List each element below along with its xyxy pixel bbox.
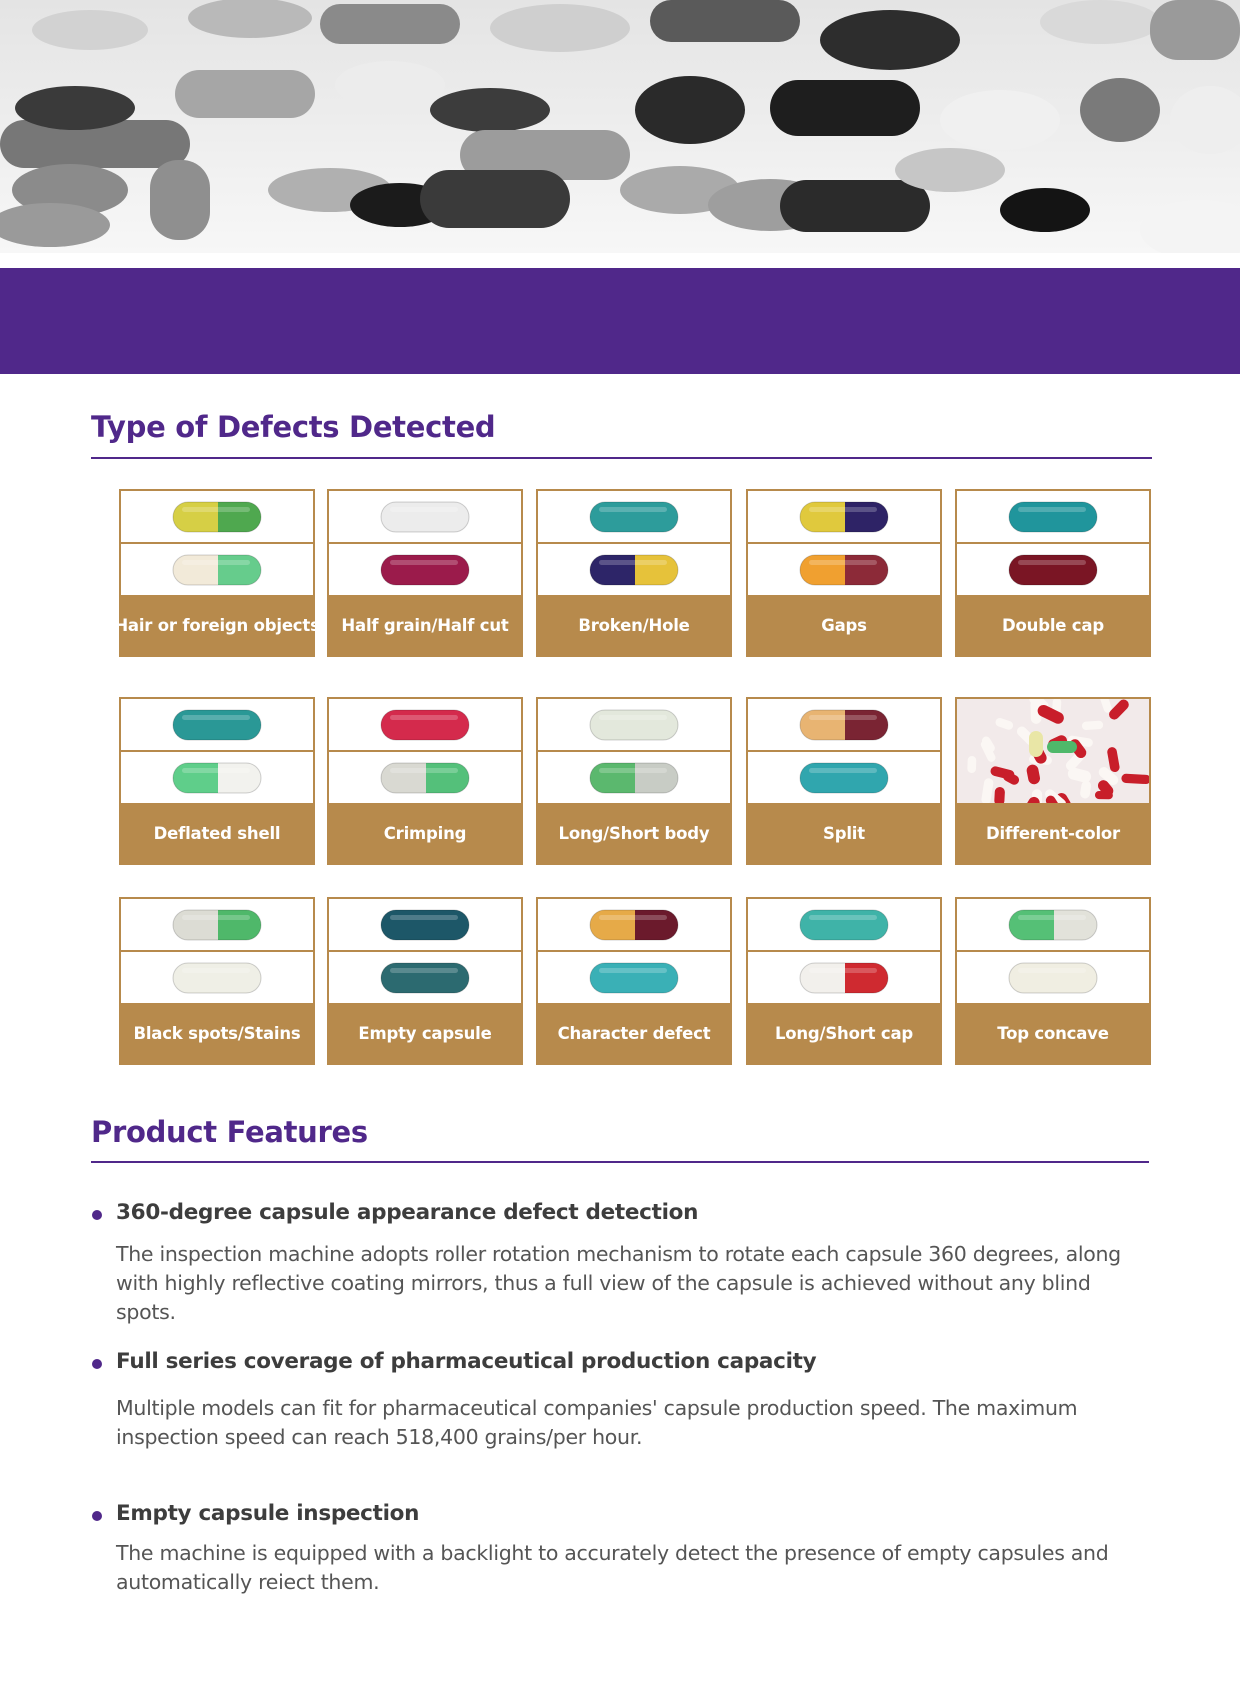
defect-card	[119, 897, 315, 1065]
capsule-sample-icon	[799, 554, 889, 586]
defect-sample-top	[538, 899, 730, 952]
bullet-dot-icon	[92, 1511, 102, 1521]
capsule-sample-icon	[172, 762, 262, 794]
defect-sample-top	[748, 899, 940, 952]
defect-label: Empty capsule	[329, 1003, 521, 1063]
features-section-title: Product Features	[91, 1115, 368, 1149]
bullet-dot-icon	[92, 1210, 102, 1220]
defect-sample-bottom	[329, 544, 521, 595]
defect-label: Deflated shell	[121, 803, 313, 863]
capsule-sample-icon	[589, 762, 679, 794]
defect-sample-bottom	[329, 752, 521, 803]
capsule-sample-icon	[172, 909, 262, 941]
feature-description: The inspection machine adopts roller rotation mechanism to rotate each capsule 360 degrees, along with highly reflective coating mirrors, thus a full view of the capsule is achieved without any blind spots.	[116, 1242, 1121, 1324]
defect-sample-bottom	[538, 752, 730, 803]
defect-sample-bottom	[957, 544, 1149, 595]
capsule-sample-icon	[172, 501, 262, 533]
header-band	[0, 268, 1240, 374]
capsule-sample-icon	[589, 501, 679, 533]
feature-title: 360-degree capsule appearance defect detection	[116, 1200, 699, 1225]
defect-sample-top	[329, 899, 521, 952]
capsule-sample-icon	[380, 962, 470, 994]
defect-sample-bottom	[121, 544, 313, 595]
capsule-sample-icon	[799, 962, 889, 994]
defect-label: Black spots/Stains	[121, 1003, 313, 1063]
capsule-sample-icon	[172, 554, 262, 586]
defect-sample-bottom	[748, 752, 940, 803]
defect-card	[746, 897, 942, 1065]
bullet-dot-icon	[92, 1359, 102, 1369]
capsule-sample-icon	[589, 709, 679, 741]
defect-sample-top	[957, 899, 1149, 952]
capsule-sample-icon	[1008, 554, 1098, 586]
defect-card	[536, 489, 732, 657]
feature-description: Multiple models can fit for pharmaceutical companies' capsule production speed. The maximum inspection speed can reach 518,400 grains/per hour.	[116, 1396, 1078, 1449]
defect-card	[327, 489, 523, 657]
defect-label: Different-color	[957, 803, 1149, 863]
defect-sample-bottom	[957, 952, 1149, 1003]
feature-title: Full series coverage of pharmaceutical production capacity	[116, 1349, 817, 1374]
capsule-sample-icon	[380, 709, 470, 741]
defect-sample-bottom	[121, 752, 313, 803]
defect-label: Gaps	[748, 595, 940, 655]
defect-card	[119, 697, 315, 865]
capsule-sample-icon	[380, 909, 470, 941]
defect-sample-top	[957, 491, 1149, 544]
defects-section-title: Type of Defects Detected	[91, 410, 496, 444]
defect-sample-top	[121, 491, 313, 544]
defect-card	[114, 489, 320, 657]
capsule-sample-icon	[799, 762, 889, 794]
capsule-sample-icon	[589, 909, 679, 941]
capsule-sample-icon	[172, 962, 262, 994]
defect-card	[327, 697, 523, 865]
defect-sample-bottom	[121, 952, 313, 1003]
defect-card	[327, 897, 523, 1065]
defect-card	[955, 697, 1151, 865]
defect-sample-top	[121, 699, 313, 752]
defect-sample-top	[748, 699, 940, 752]
capsule-sample-icon	[1008, 909, 1098, 941]
feature-title: Empty capsule inspection	[116, 1501, 420, 1526]
defect-sample-bottom	[538, 952, 730, 1003]
defects-title-underline	[91, 457, 1152, 459]
defect-card	[536, 897, 732, 1065]
defect-label: Crimping	[329, 803, 521, 863]
defect-photo	[957, 699, 1149, 803]
defect-sample-bottom	[329, 952, 521, 1003]
defect-label: Long/Short body	[538, 803, 730, 863]
features-title-underline	[91, 1161, 1149, 1163]
defect-card	[746, 489, 942, 657]
defect-sample-top	[538, 491, 730, 544]
capsule-sample-icon	[380, 554, 470, 586]
defect-label: Hair or foreign objects	[121, 595, 313, 655]
defect-card	[955, 897, 1151, 1065]
defect-label: Double cap	[957, 595, 1149, 655]
hero-pills-image	[0, 0, 1240, 253]
pills-illustration	[0, 0, 1240, 253]
defect-card	[536, 697, 732, 865]
mixed-capsules-photo	[957, 699, 1149, 803]
defect-sample-bottom	[538, 544, 730, 595]
defect-label: Broken/Hole	[538, 595, 730, 655]
capsule-sample-icon	[380, 501, 470, 533]
defect-label: Long/Short cap	[748, 1003, 940, 1063]
capsule-sample-icon	[380, 762, 470, 794]
defect-sample-top	[121, 899, 313, 952]
capsule-sample-icon	[1008, 501, 1098, 533]
defect-sample-top	[329, 491, 521, 544]
capsule-sample-icon	[1008, 962, 1098, 994]
capsule-sample-icon	[799, 501, 889, 533]
defect-sample-bottom	[748, 952, 940, 1003]
defect-sample-top	[329, 699, 521, 752]
defect-label: Half grain/Half cut	[329, 595, 521, 655]
capsule-sample-icon	[589, 554, 679, 586]
feature-description: The machine is equipped with a backlight to accurately detect the presence of empty capsules and automatically reiect them.	[116, 1541, 1109, 1594]
defect-card	[955, 489, 1151, 657]
defect-label: Character defect	[538, 1003, 730, 1063]
capsule-sample-icon	[172, 709, 262, 741]
capsule-sample-icon	[799, 909, 889, 941]
defect-card	[746, 697, 942, 865]
capsule-sample-icon	[799, 709, 889, 741]
defect-sample-top	[748, 491, 940, 544]
defect-label: Top concave	[957, 1003, 1149, 1063]
defect-label: Split	[748, 803, 940, 863]
capsule-sample-icon	[589, 962, 679, 994]
defect-sample-top	[538, 699, 730, 752]
defect-sample-bottom	[748, 544, 940, 595]
